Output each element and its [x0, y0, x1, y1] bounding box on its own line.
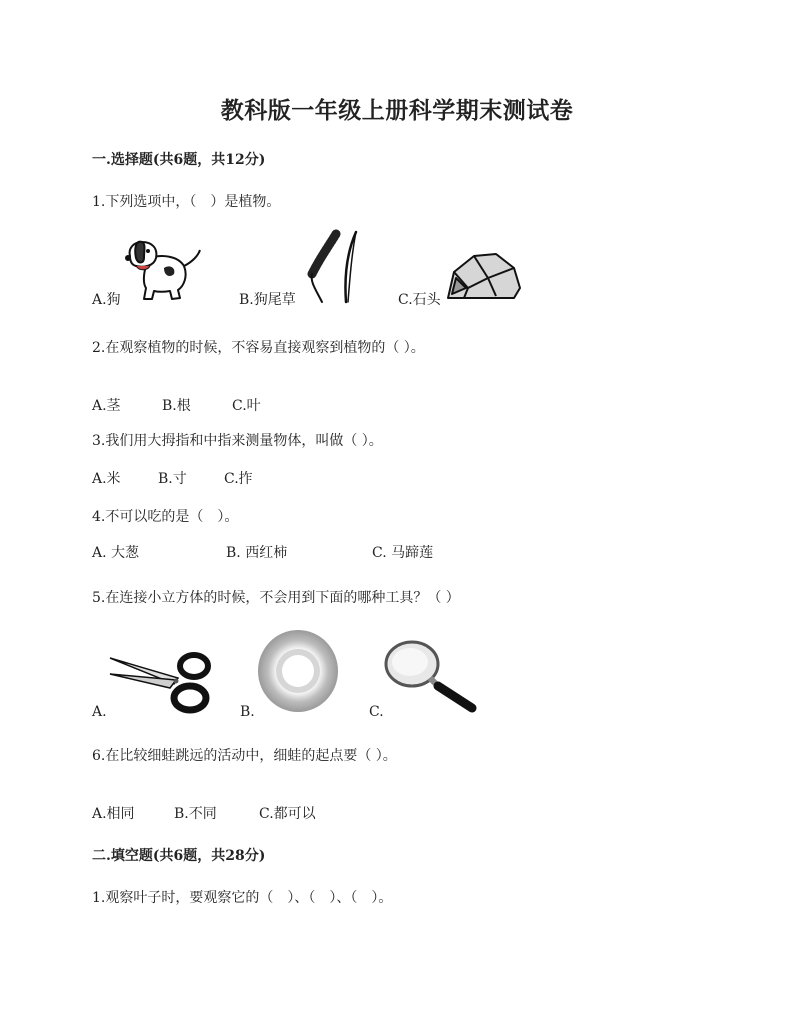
q1-option-a: A.狗: [92, 292, 121, 308]
q2-option-c: C.叶: [232, 398, 261, 414]
question-3: 3.我们用大拇指和中指来测量物体，叫做（ ）。: [92, 433, 383, 449]
scissors-icon: [108, 648, 212, 716]
q2-option-a: A.茎: [92, 398, 121, 414]
q6-option-a: A.相同: [92, 806, 135, 822]
q2-option-b: B.根: [162, 398, 191, 414]
question-4: 4.不可以吃的是（ ）。: [92, 509, 239, 525]
q3-option-c: C.拃: [224, 471, 253, 487]
foxtail-grass-icon: [300, 230, 360, 304]
q3-option-b: B.寸: [158, 471, 187, 487]
q4-option-b: B. 西红柿: [226, 545, 288, 561]
section-heading-fill-blank: 二.填空题(共6题，共28分): [92, 848, 266, 864]
q5-option-b: B.: [240, 704, 255, 720]
fill-question-1: 1.观察叶子时，要观察它的（ ）、（ ）、（ ）。: [92, 890, 393, 906]
q5-option-a: A.: [92, 704, 107, 720]
stone-icon: [444, 248, 522, 302]
q6-option-b: B.不同: [174, 806, 217, 822]
q1-option-c: C.石头: [398, 292, 441, 308]
q1-option-b: B.狗尾草: [239, 292, 296, 308]
tape-roll-icon: [256, 628, 340, 714]
q4-option-a: A. 大葱: [92, 545, 140, 561]
page-title: 教科版一年级上册科学期末测试卷: [220, 97, 574, 124]
question-2: 2.在观察植物的时候，不容易直接观察到植物的（ ）。: [92, 340, 425, 356]
question-1: 1.下列选项中，（ ）是植物。: [92, 194, 281, 210]
question-5: 5.在连接小立方体的时候，不会用到下面的哪种工具？（ ）: [92, 590, 460, 606]
q3-option-a: A.米: [92, 471, 121, 487]
dog-icon: [122, 236, 204, 302]
q4-option-c: C. 马蹄莲: [372, 545, 434, 561]
section-heading-choice: 一.选择题(共6题，共12分): [92, 152, 266, 168]
magnifying-glass-icon: [384, 640, 478, 714]
question-6: 6.在比较细蛙跳远的活动中，细蛙的起点要（ ）。: [92, 748, 397, 764]
q6-option-c: C.都可以: [259, 806, 316, 822]
q5-option-c: C.: [369, 704, 384, 720]
